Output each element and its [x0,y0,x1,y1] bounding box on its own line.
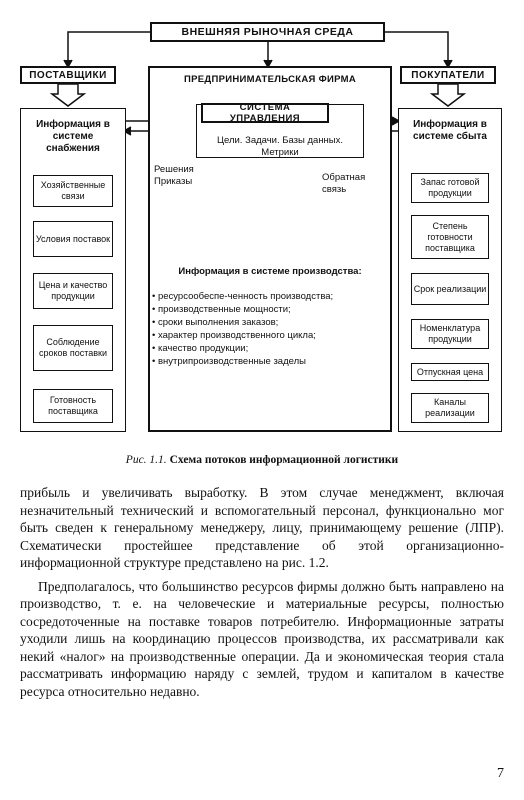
buyer-item: Отпускная цена [411,363,489,381]
external-market-header: ВНЕШНЯЯ РЫНОЧНАЯ СРЕДА [150,22,385,42]
management-system-title: СИСТЕМА УПРАВЛЕНИЯ [201,103,329,123]
paragraph: Предполагалось, что большинство ресурсов фирмы должно быть направлено на производство, т. е. на человеческие и материальные ресурсы, полностью сосредоточенные на поставке товаров потребителю. Информационные затраты уходили лишь на координацию процессов производства, их рассматривали как некий «налог» на производственные операции. Да и экономическая теория стала рассматривать информацию наряду с землей, трудом и капиталом в качестве ресурса относительно недавно. [20,578,504,699]
page-number: 7 [497,766,504,781]
buyer-item: Каналы реализации [411,393,489,423]
feedback-label: Обратная связь [322,172,366,195]
production-info-item: • качество продукции; [152,342,388,355]
production-info-item: • производственные мощности; [152,303,388,316]
production-info-item: • сроки выполнения заказов; [152,316,388,329]
buyer-item: Срок реализации [411,273,489,305]
supplier-item: Соблюдение сроков поставки [33,325,113,371]
paragraph: прибыль и увеличивать выработку. В этом случае менеджмент, включая незначительный технический и вспомогательный персонал, функционально мог быть сведен к генеральному менеджеру, лицу, принимающему решение (ЛПР). Схематически простейшее представление об этой организационно-информационной структуре представлено на рис. 1.2. [20,485,504,570]
supplier-item: Хозяйственные связи [33,175,113,207]
decisions-label: Решения Приказы [154,164,194,187]
suppliers-block-title: Информация в системе снабжения [36,119,110,154]
figure-caption [20,454,504,466]
buyer-item: Запас готовой продукции [411,173,489,203]
figure-caption-label: Рис. 1.1. [125,454,167,466]
suppliers-header: ПОСТАВЩИКИ [20,66,116,84]
buyers-block-title: Информация в системе сбыта [413,119,487,142]
production-info-item: • ресурсообеспе-ченность производства; [152,290,388,303]
firm-header: ПРЕДПРИНИМАТЕЛЬСКАЯ ФИРМА [183,74,357,85]
production-info-list [152,290,388,368]
supplier-item: Готовность поставщика [33,389,113,423]
supplier-item: Цена и качество продукции [33,273,113,309]
production-info-item: • характер производственного цикла; [152,329,388,342]
figure-caption-text: Схема потоков информационной логистики [169,454,399,466]
production-info-title: Информация в системе производства: [178,266,362,277]
buyer-item: Номенклатура продукции [411,319,489,349]
supplier-item: Условия поставок [33,221,113,257]
buyers-header: ПОКУПАТЕЛИ [400,66,496,84]
management-system-subtitle: Цели. Задачи. Базы данных. Метрики [216,135,344,158]
buyer-item: Степень готовности поставщика [411,215,489,259]
production-info [152,266,388,368]
management-system [196,104,364,158]
suppliers-info-block [20,108,126,432]
body-text [20,484,504,700]
buyers-info-block [398,108,502,432]
production-info-item: • внутрипроизводственные заделы [152,355,388,368]
